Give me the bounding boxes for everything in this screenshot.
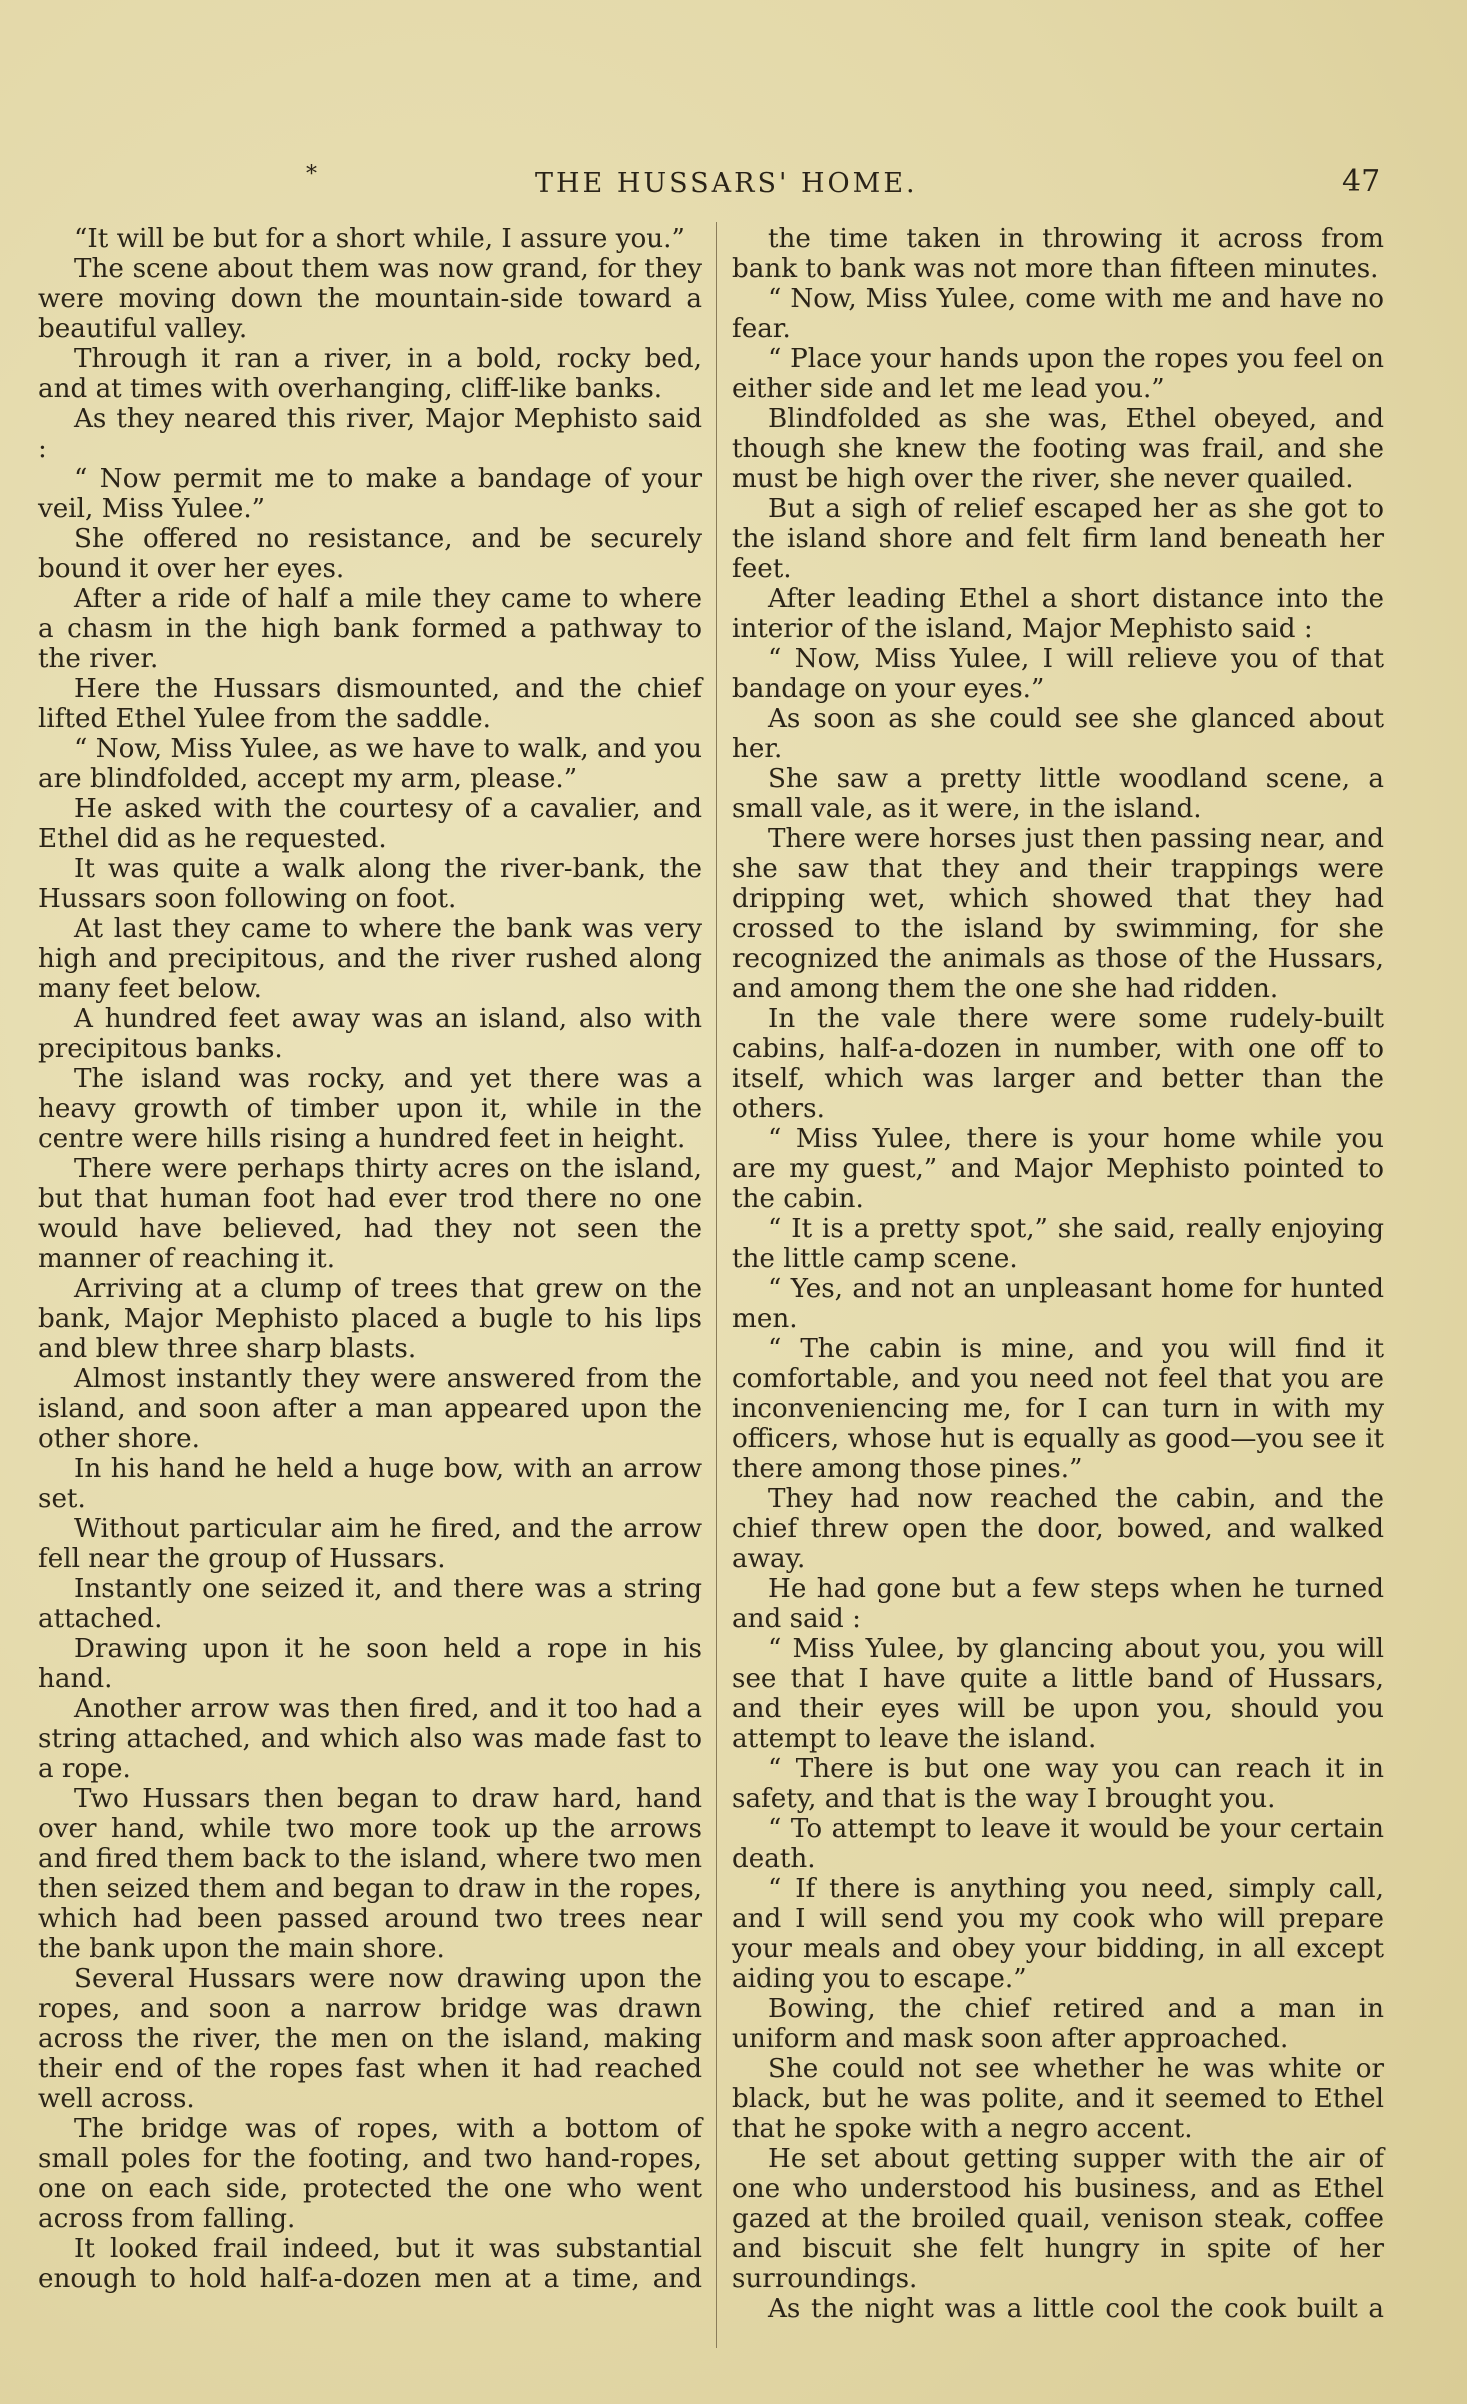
paragraph: “ It is a pretty spot,” she said, really enjoying the little camp scene.: [732, 1214, 1384, 1274]
paragraph: Here the Hussars dismounted, and the chief lifted Ethel Yulee from the saddle.: [38, 674, 702, 734]
paragraph: There were horses just then passing near, and she saw that they and their trappings were dripping wet, which showed that they had crossed to the island by swimming, for she recognized the animals as those of the Hussars, and among them the one she had ridden.: [732, 824, 1384, 1004]
paragraph: He had gone but a few steps when he turned and said :: [732, 1574, 1384, 1634]
paragraph: She offered no resistance, and be securely bound it over her eyes.: [38, 524, 702, 584]
paragraph: “It will be but for a short while, I assure you.”: [74, 224, 685, 254]
right-column: [732, 224, 1384, 2324]
paragraph: Instantly one seized it, and there was a string attached.: [38, 1574, 702, 1634]
paragraph: Blindfolded as she was, Ethel obeyed, and though she knew the footing was frail, and she must be high over the river, she never quailed.: [732, 404, 1384, 494]
paragraph: A hundred feet away was an island, also with precipitous banks.: [38, 1004, 702, 1064]
paragraph: He set about getting supper with the air of one who understood his business, and as Ethel gazed at the broiled quail, venison steak, coffee and biscuit she felt hungry in spite of her surroundings.: [732, 2144, 1384, 2294]
paragraph: “ The cabin is mine, and you will find it comfortable, and you need not feel that you are inconveniencing me, for I can turn in with my officers, whose hut is equally as good—you see it there among those pines.”: [732, 1334, 1384, 1484]
paragraph: The scene about them was now grand, for they were moving down the mountain-side toward a beautiful valley.: [38, 254, 702, 344]
paragraph: In the vale there were some rudely-built cabins, half-a-dozen in number, with one off to itself, which was larger and better than the others.: [732, 1004, 1384, 1124]
left-column: [38, 224, 702, 2294]
paragraph: “ Now permit me to make a bandage of your veil, Miss Yulee.”: [38, 464, 702, 524]
running-title: THE HUSSARS' HOME.: [535, 168, 918, 199]
paragraph: “ If there is anything you need, simply call, and I will send you my cook who will prepare your meals and obey your bidding, in all except aiding you to escape.”: [732, 1874, 1384, 1994]
paragraph: The island was rocky, and yet there was a heavy growth of timber upon it, while in the centre were hills rising a hundred feet in height.: [38, 1064, 702, 1154]
paragraph: She could not see whether he was white or black, but he was polite, and it seemed to Ethel that he spoke with a negro accent.: [732, 2054, 1384, 2144]
paragraph: Almost instantly they were answered from the island, and soon after a man appeared upon the other shore.: [38, 1364, 702, 1454]
paragraph: Arriving at a clump of trees that grew on the bank, Major Mephisto placed a bugle to his lips and blew three sharp blasts.: [38, 1274, 702, 1364]
page-number: 47: [1342, 164, 1381, 199]
paragraph: She saw a pretty little woodland scene, a small vale, as it were, in the island.: [732, 764, 1384, 824]
paragraph: Two Hussars then began to draw hard, hand over hand, while two more took up the arrows and fired them back to the island, where two men then seized them and began to draw in the ropes, which had been passed around two trees near the bank upon the main shore.: [38, 1784, 702, 1964]
paragraph: “ To attempt to leave it would be your certain death.: [732, 1814, 1384, 1874]
paragraph: It was quite a walk along the river-bank, the Hussars soon following on foot.: [38, 854, 702, 914]
paragraph: As the night was a little cool the cook built a: [768, 2294, 1384, 2324]
paragraph: As soon as she could see she glanced about her.: [732, 704, 1384, 764]
paragraph: They had now reached the cabin, and the chief threw open the door, bowed, and walked away.: [732, 1484, 1384, 1574]
paragraph: “ Miss Yulee, by glancing about you, you will see that I have quite a little band of Hussars, and their eyes will be upon you, should you attempt to leave the island.: [732, 1634, 1384, 1754]
paragraph: the time taken in throwing it across from bank to bank was not more than fifteen minutes.: [732, 224, 1384, 284]
paragraph: “ Yes, and not an unpleasant home for hunted men.: [732, 1274, 1384, 1334]
paragraph: After a ride of half a mile they came to where a chasm in the high bank formed a pathway to the river.: [38, 584, 702, 674]
paragraph: After leading Ethel a short distance into the interior of the island, Major Mephisto said :: [732, 584, 1384, 644]
paragraph: “ Now, Miss Yulee, as we have to walk, and you are blindfolded, accept my arm, please.”: [38, 734, 702, 794]
paragraph: He asked with the courtesy of a cavalier, and Ethel did as he requested.: [38, 794, 702, 854]
paragraph: “ Place your hands upon the ropes you feel on either side and let me lead you.”: [732, 344, 1384, 404]
paragraph: Several Hussars were now drawing upon the ropes, and soon a narrow bridge was drawn across the river, the men on the island, making their end of the ropes fast when it had reached well across.: [38, 1964, 702, 2114]
paragraph: “ Now, Miss Yulee, I will relieve you of that bandage on your eyes.”: [732, 644, 1384, 704]
paragraph: The bridge was of ropes, with a bottom of small poles for the footing, and two hand-ropes, one on each side, protected the one who went across from falling.: [38, 2114, 702, 2234]
paragraph: “ Miss Yulee, there is your home while you are my guest,” and Major Mephisto pointed to the cabin.: [732, 1124, 1384, 1214]
paragraph: It looked frail indeed, but it was substantial enough to hold half-a-dozen men at a time, and: [38, 2234, 702, 2294]
paragraph: Without particular aim he fired, and the arrow fell near the group of Hussars.: [38, 1514, 702, 1574]
paragraph: But a sigh of relief escaped her as she got to the island shore and felt firm land beneath her feet.: [732, 494, 1384, 584]
paragraph: As they neared this river, Major Mephisto said :: [38, 404, 702, 464]
header-mark: *: [306, 162, 317, 187]
paragraph: At last they came to where the bank was very high and precipitous, and the river rushed along many feet below.: [38, 914, 702, 1004]
column-divider: [716, 222, 717, 2348]
paragraph: Another arrow was then fired, and it too had a string attached, and which also was made fast to a rope.: [38, 1694, 702, 1784]
paragraph: “ There is but one way you can reach it in safety, and that is the way I brought you.: [732, 1754, 1384, 1814]
paragraph: Bowing, the chief retired and a man in uniform and mask soon after approached.: [732, 1994, 1384, 2054]
paragraph: Drawing upon it he soon held a rope in his hand.: [38, 1634, 702, 1694]
paragraph: In his hand he held a huge bow, with an arrow set.: [38, 1454, 702, 1514]
paragraph: There were perhaps thirty acres on the island, but that human foot had ever trod there no one would have believed, had they not seen the manner of reaching it.: [38, 1154, 702, 1274]
paragraph: Through it ran a river, in a bold, rocky bed, and at times with overhanging, cliff-like banks.: [38, 344, 702, 404]
paragraph: “ Now, Miss Yulee, come with me and have no fear.: [732, 284, 1384, 344]
